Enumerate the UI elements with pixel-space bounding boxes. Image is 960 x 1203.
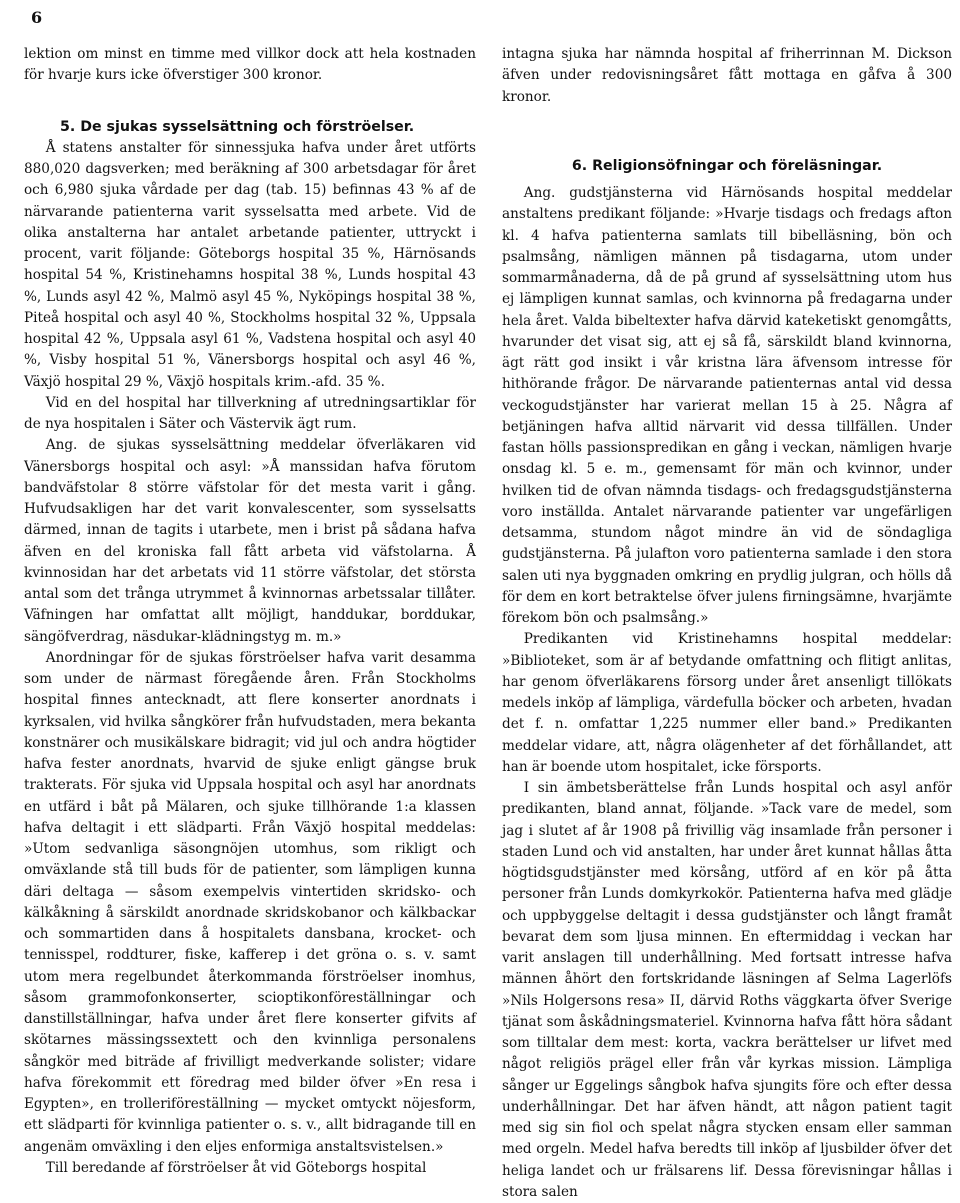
- section-heading-5: 5. De sjukas sysselsättning och förströelser.: [60, 118, 415, 135]
- paragraph-recreation: Anordningar för de sjukas förströelser hafva varit desamma som under de närmast föregående åren. Från Stockholms hospital finnes antecknadt, att flere konserter anordnats i kyrksalen, vid hvilka sångkörer från hufvudstaden, mera bekanta konstnärer och musikälskare bidragit; vid jul och andra högtider hafva fester anordnats, hvarvid de sjuke enligt gängse bruk trakterats. För sjuka vid Uppsala hospital och asyl har anordnats en utfärd i båt på Mälaren, och sjuke tillhörande 1:a klassen hafva deltagit i ett slädparti. Från Växjö hospital meddelas: »Utom sedvanliga säsongnöjen utomhus, som rikligt och omväxlande stå till buds för de patienter, som lämpligen kunna däri deltaga — såsom exempelvis vintertiden skridsko- och kälkåkning å särskildt anordnade skridskobanor och kälkbackar och sommartiden dans å hospitalets dansbana, krocket- och tennisspel, roddturer, fiske, kafferep i det gröna o. s. v. samt utom mera regelbundet återkommanda förströelser inomhus, såsom grammofonkonserter, scioptikonföreställningar och danstillställningar, hafva under året flere konserter gifvits af skötarnes mässingssextett och den kvinnliga personalens sångkör med biträde af frivilligt medverkande solister; vidare hafva förekommit ett föredrag med bilder öfver »En resa i Egypten», en trolleriföreställning — mycket omtyckt nöjesform, ett slädparti för kvinnliga patienter o. s. v., allt bidragande till en angenäm omväxling i den eljes enformiga anstaltsvistelsen.»: [24, 649, 476, 1155]
- left-intro-paragraph: lektion om minst en timme med villkor dock att hela kostnaden för hvarje kurs icke öfverstiger 300 kronor.: [24, 46, 476, 84]
- left-column: [24, 44, 476, 1179]
- section-heading-6: 6. Religionsöfningar och föreläsningar.: [571, 157, 883, 174]
- paragraph-kristinehamn: Predikanten vid Kristinehamns hospital meddelar: »Biblioteket, som är af betydande omfattning och flitigt anlitas, har genom öfverläkarens försorg under året ansenligt tillökats medels inköp af lämpliga, värdefulla böcker och arbeten, hvadan det f. n. omfattar 1,225 nummer eller band.» Predikanten meddelar vidare, att, några olägenheter af det förhållandet, att han är boende utom hospitalet, icke försports.: [502, 631, 952, 775]
- paragraph-equipment: Vid en del hospital har tillverkning af utredningsartiklar för de nya hospitalen i Säter och Västervik ägt rum.: [24, 394, 476, 432]
- right-column: [502, 44, 952, 1203]
- paragraph-lund: I sin ämbetsberättelse från Lunds hospital och asyl anför predikanten, bland annat, följande. »Tack vare de medel, som jag i slutet af år 1908 på frivillig väg insamlade från personer i staden Lund och vid anstalten, har under året kunnat hållas åtta högtidsgudstjänster med körsång, utförd af en kör på åtta personer från Lunds domkyrkokör. Patienterna hafva med glädje och uppbyggelse deltagit i dessa gudstjänster och långt framåt bevarat dem som ljusa minnen. En eftermiddag i veckan har varit anslagen till underhållning. Med fortsatt intresse hafva männen åhört den fortskridande läsningen af Selma Lagerlöfs »Nils Holgersons resa» II, därvid Roths väggkarta öfver Sverige tjänat som åskådningsmateriel. Kvinnorna hafva fått höra sådant som tilltalar dem mest: korta, vackra berättelser ur lifvet med något religiös prägel eller från vår kyrkas mission. Lämpliga sånger ur Eggelings sångbok hafva sjungits före och efter dessa underhållningar. Det har äfven händt, att någon patient tagit med sig sin fiol och spelat några stycken ensam eller samman med orgeln. Medel hafva beredts till inköp af ljusbilder öfver det heliga landet och ur frälsarens lif. Dessa förevisningar hållas i stora salen: [502, 780, 952, 1200]
- right-intro-paragraph: intagna sjuka har nämnda hospital af friherrinnan M. Dickson äfven under redovisningsåret fått mottaga en gåfva å 300 kronor.: [502, 46, 952, 105]
- paragraph-occupation-stats: Å statens anstalter för sinnessjuka hafva under året utförts 880,020 dagsverken; med beräkning af 300 arbetsdagar för året och 6,980 sjuka vårdade per dag (tab. 15) befinnas 43 % af de närvarande patienterna varit sysselsatta med arbete. Vid de olika anstalterna har antalet arbetande patienter, uttryckt i procent, varit följande: Göteborgs hospital 35 %, Härnösands hospital 54 %, Kristinehamns hospital 38 %, Lunds hospital 43 %, Lunds asyl 42 %, Malmö asyl 45 %, Nyköpings hospital 38 %, Piteå hospital och asyl 40 %, Stockholms hospital 32 %, Uppsala hospital 42 %, Uppsala asyl 61 %, Vadstena hospital och asyl 40 %, Visby hospital 51 %, Vänersborgs hospital och asyl 46 %, Växjö hospital 29 %, Växjö hospitals krim.-afd. 35 %.: [24, 139, 476, 390]
- paragraph-vanersborg: Ang. de sjukas sysselsättning meddelar öfverläkaren vid Vänersborgs hospital och asyl: »Å manssidan hafva förutom bandväfstolar 8 större väfstolar för det mesta varit i gång. Hufvudsakligen har det varit konvalescenter, som sysselsatts därmed, innan de tagits i utarbete, men i brist på sådana hafva äfven en del kroniska fall fått arbeta vid väfstolarna. Å kvinnosidan har det arbetats vid 11 större väfstolar, det största antal som det trånga utrymmet å kvinnornas arbetssalar tillåter. Väfningen har omfattat allt möjligt, handdukar, borddukar, sängöfverdrag, näsdukar-klädningstyg m. m.»: [24, 437, 476, 645]
- paragraph-harnosand: Ang. gudstjänsterna vid Härnösands hospital meddelar anstaltens predikant följande: »Hvarje tisdags och fredags afton kl. 4 hafva patienterna samlats till bibelläsning, bön och psalmsång, nämligen männen på tisdagarna, utom under sommarmånaderna, då de på grund af sysselsättning utom hus ej lämpligen kunnat samlas, och kvinnorna på fredagarna under hela året. Valda bibeltexter hafva därvid kateketiskt genomgåtts, hvarunder det visat sig, att ej så få, särskildt bland kvinnorna, ägt rätt god insikt i vår kristna lära äfvensom intresse för hithörande frågor. De närvarande patienternas antal vid dessa veckogudstjänster har varierat mellan 15 à 25. Några af betjäningen hafva alltid närvarit vid dessa tillfällen. Under fastan hölls passionspredikan en gång i veckan, nämligen hvarje onsdag kl. 5 e. m., gemensamt för män och kvinnor, under hvilken tid de ofvan nämnda tisdags- och fredagsgudstjänsterna voro inställda. Antalet närvarande patienter var ungefärligen detsamma, stundom något mindre än vid de söndagliga gudstjänsterna. På julafton voro patienterna samlade i den stora salen uti nya byggnaden omkring en prydlig julgran, och hölls då för dem en kort betraktelse öfver julens firningsämne, hvarjämte förekom bön och psalmsång.»: [502, 185, 952, 626]
- page-number: 6: [31, 8, 43, 27]
- paragraph-goteborg: Till beredande af förströelser åt vid Göteborgs hospital: [45, 1159, 427, 1176]
